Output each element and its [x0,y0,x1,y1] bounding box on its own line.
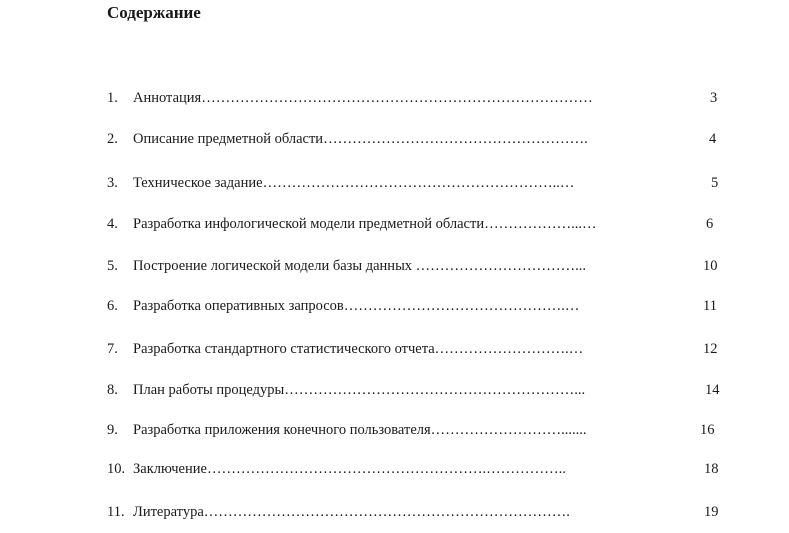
toc-entry-page: 12 [703,341,718,357]
toc-entry-number: 8. [107,382,118,398]
toc-heading: Содержание [107,3,201,22]
toc-entry-title: Разработка приложения конечного пользователя………………………....... [133,422,587,438]
toc-entry-title: Аннотация……………………………………………………………………… [133,90,593,106]
toc-entry-infological-model[interactable] [0,214,789,234]
toc-entry-procedure-plan[interactable] [0,380,789,400]
toc-entry-page: 3 [710,90,718,106]
toc-entry-title: План работы процедуры……………………………………………………... [133,382,586,398]
toc-entry-page: 4 [709,131,717,147]
toc-entry-page: 6 [706,216,714,232]
toc-entry-title: Построение логической модели базы данных ……………………………... [133,258,587,274]
toc-entry-logical-model[interactable] [0,256,789,276]
toc-entry-technical-spec[interactable] [0,173,789,193]
toc-entry-number: 4. [107,216,118,232]
toc-entry-title: Заключение………………………………………………….…………….. [133,461,566,477]
toc-entry-page: 14 [705,382,720,398]
toc-entry-title: Техническое задание……………………………………………………..… [133,175,575,191]
toc-entry-title: Разработка инфологической модели предметной области………………...… [133,216,597,232]
toc-entry-statistical-report[interactable] [0,339,789,359]
toc-entry-title: Литература…………………………………………………………………. [133,504,570,520]
toc-entry-literature[interactable] [0,502,789,522]
toc-entry-subject-description[interactable] [0,129,789,149]
toc-entry-page: 19 [704,504,719,520]
toc-entry-number: 9. [107,422,118,438]
toc-entry-annotation[interactable] [0,88,789,108]
toc-entry-number: 7. [107,341,118,357]
toc-entry-number: 10. [107,461,126,477]
toc-entry-conclusion[interactable] [0,459,789,479]
toc-entry-number: 2. [107,131,118,147]
toc-entry-page: 18 [704,461,719,477]
toc-entry-number: 6. [107,298,118,314]
toc-entry-end-user-app[interactable] [0,420,789,440]
toc-entry-title: Описание предметной области………………………………………………. [133,131,588,147]
toc-entry-number: 3. [107,175,118,191]
toc-entry-title: Разработка стандартного статистического отчета……………………….… [133,341,584,357]
toc-entry-operative-queries[interactable] [0,296,789,316]
toc-entry-number: 11. [107,504,125,520]
toc-entry-number: 1. [107,90,118,106]
toc-entry-page: 10 [703,258,718,274]
toc-entry-page: 16 [700,422,715,438]
toc-entry-page: 5 [711,175,719,191]
toc-entry-page: 11 [703,298,717,314]
toc-entry-number: 5. [107,258,118,274]
toc-entry-title: Разработка оперативных запросов……………………………………….… [133,298,580,314]
